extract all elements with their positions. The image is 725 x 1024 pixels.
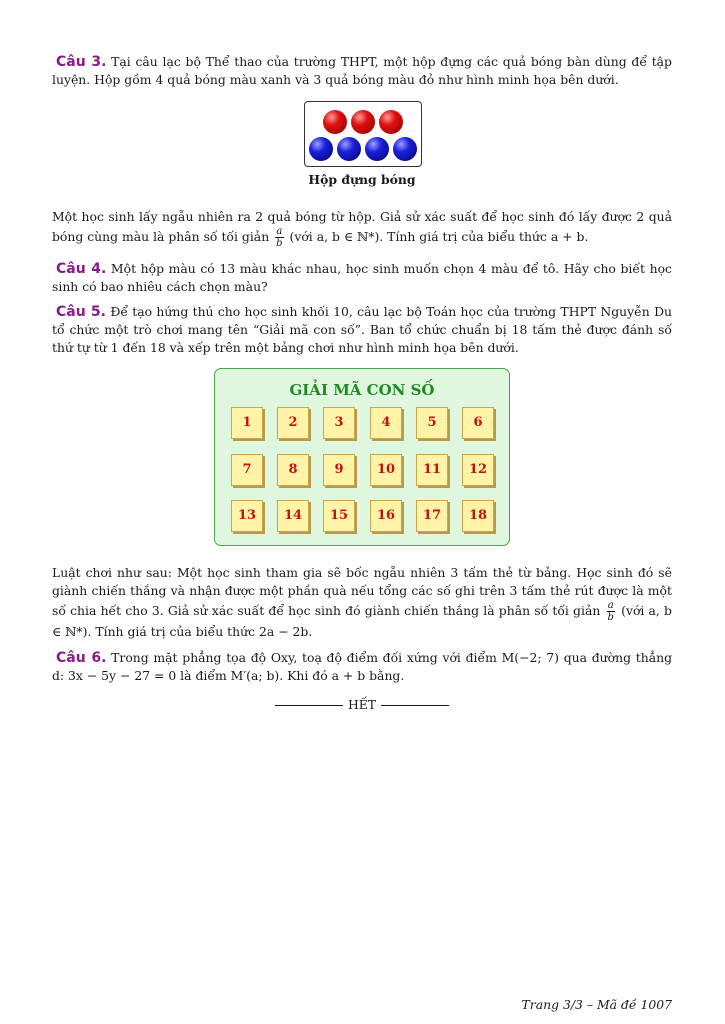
number-card: 17 <box>416 500 448 532</box>
blue-ball <box>309 137 333 161</box>
ball-box-caption: Hộp đựng bóng <box>308 172 416 187</box>
question-6 <box>52 649 672 685</box>
question-5-text: Để tạo hứng thú cho học sinh khối 10, câu lạc bộ Toán học của trường THPT Nguyễn Du tổ chức một trò chơi mang tên “Giải mã con số”. Ban tổ chức chuẩn bị 18 tấm thẻ được đánh số thứ tự từ 1 đến 18 và xếp trên một bảng chơi như hình minh họa bên dưới. <box>52 304 672 355</box>
number-card: 2 <box>277 407 309 439</box>
fraction-a-over-b: $\frac{a}{b}$ <box>276 226 283 249</box>
question-4-label: Câu 4. <box>56 261 107 277</box>
red-ball <box>379 110 403 134</box>
question-3-text-2b: (với a, b ∈ ℕ*). Tính giá trị của biểu thức a + b. <box>289 229 589 244</box>
fraction-a-over-b: $\frac{a}{b}$ <box>607 600 614 623</box>
end-text: HẾT <box>347 697 377 712</box>
question-6-text: Trong mặt phẳng tọa độ Oxy, toạ độ điểm đối xứng với điểm M(−2; 7) qua đường thẳng d: 3x − 5y − 27 = 0 là điểm M′(a; b). Khi đó a + b bằng. <box>52 650 672 683</box>
number-card: 15 <box>323 500 355 532</box>
blue-ball <box>393 137 417 161</box>
end-line-right <box>381 705 449 706</box>
number-card: 5 <box>416 407 448 439</box>
blue-ball <box>337 137 361 161</box>
question-5 <box>52 303 672 357</box>
red-ball <box>323 110 347 134</box>
end-marker <box>275 696 449 714</box>
red-ball <box>351 110 375 134</box>
game-board <box>214 368 510 546</box>
question-4-text: Một hộp màu có 13 màu khác nhau, học sinh muốn chọn 4 màu để tô. Hãy cho biết học sinh có bao nhiêu cách chọn màu? <box>52 261 672 294</box>
blue-ball <box>365 137 389 161</box>
number-card: 1 <box>231 407 263 439</box>
number-card: 11 <box>416 454 448 486</box>
game-board-title: GIẢI MÃ CON SỐ <box>289 381 435 399</box>
number-card: 18 <box>462 500 494 532</box>
question-5-label: Câu 5. <box>56 304 106 320</box>
number-card: 7 <box>231 454 263 486</box>
number-card: 8 <box>277 454 309 486</box>
question-3-part-2 <box>52 208 672 249</box>
question-4 <box>52 260 672 296</box>
question-3-text: Tại câu lạc bộ Thể thao của trường THPT, một hộp đựng các quả bóng bàn dùng để tập luyện. Hộp gồm 4 quả bóng màu xanh và 3 quả bóng màu đỏ như hình minh họa bên dưới. <box>52 54 672 87</box>
number-card: 6 <box>462 407 494 439</box>
number-card: 14 <box>277 500 309 532</box>
question-5-text-2b: (với a, b ∈ ℕ*). Tính giá trị của biểu thức 2a − 2b. <box>52 603 672 639</box>
number-card: 3 <box>323 407 355 439</box>
ball-box-figure <box>304 101 422 167</box>
question-3-label: Câu 3. <box>56 54 107 70</box>
number-card: 13 <box>231 500 263 532</box>
question-6-label: Câu 6. <box>56 650 107 666</box>
question-5-text-2a: Luật chơi như sau: Một học sinh tham gia sẽ bốc ngẫu nhiên 3 tấm thẻ từ bảng. Học sinh đó sẽ giành chiến thắng và nhận được một phần quà nếu tổng các số ghi trên 3 tấm thẻ rút được là một số chia hết cho 3. Giả sử xác suất để học sinh đó giành chiến thắng là phân số tối giản <box>52 565 672 618</box>
question-3-text-2a: Một học sinh lấy ngẫu nhiên ra 2 quả bóng từ hộp. Giả sử xác suất để học sinh đó lấy được 2 quả bóng cùng màu là phân số tối giản <box>52 209 672 244</box>
question-3 <box>52 53 672 89</box>
number-card: 12 <box>462 454 494 486</box>
number-card: 4 <box>370 407 402 439</box>
number-card: 16 <box>370 500 402 532</box>
number-card: 9 <box>323 454 355 486</box>
page-footer: Trang 3/3 – Mã đề 1007 <box>521 997 672 1012</box>
number-card: 10 <box>370 454 402 486</box>
question-5-part-2 <box>52 564 672 641</box>
